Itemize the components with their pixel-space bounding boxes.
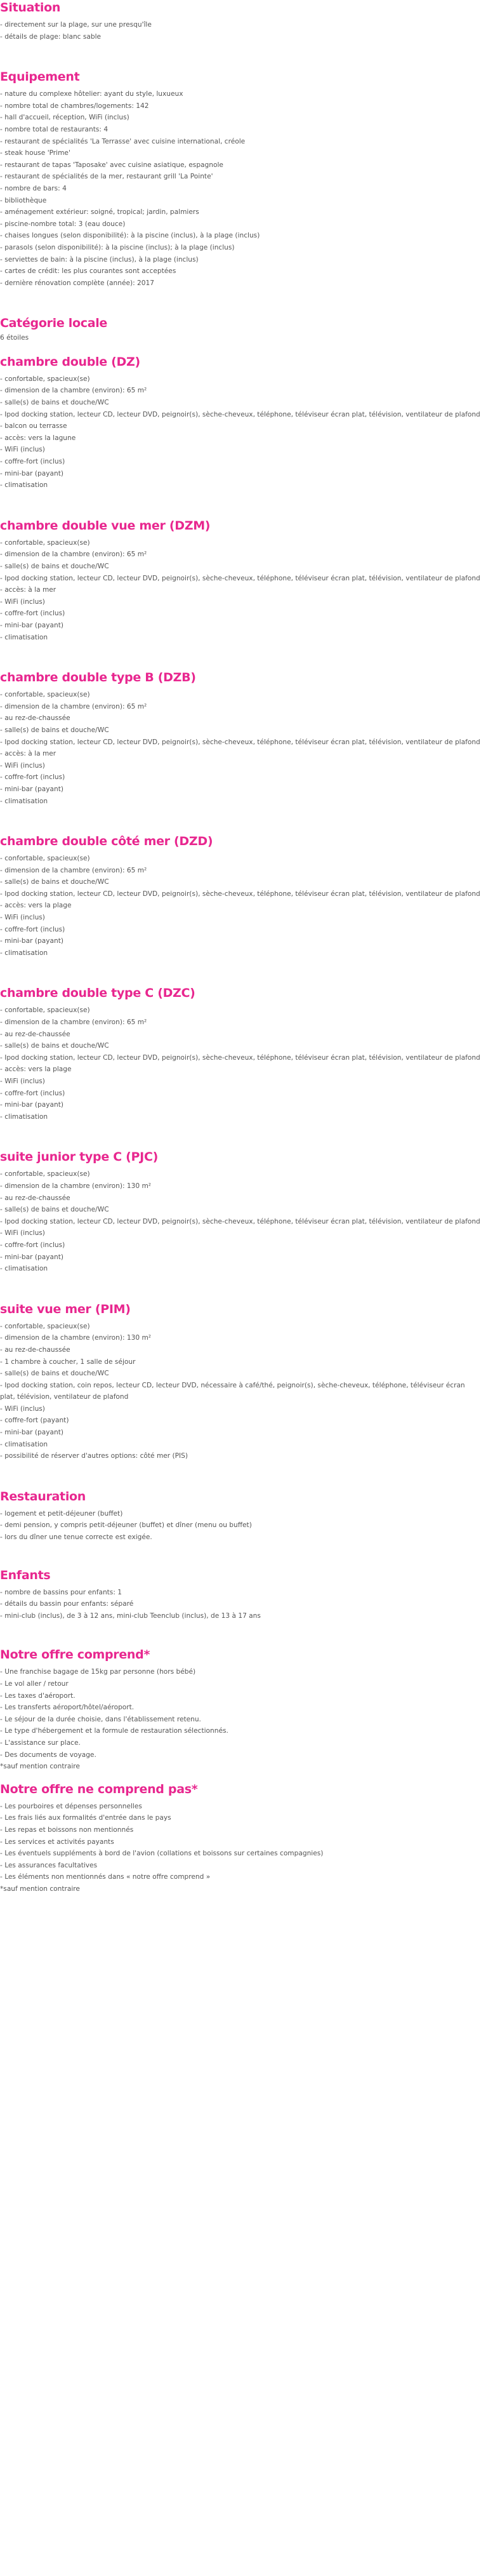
list-item: - coffre-fort (inclus) [0, 610, 65, 618]
room-section [0, 518, 481, 643]
list-item: - Les éventuels suppléments à bord de l'avion (collations et boissons sur certaines compagnies) [0, 1850, 324, 1858]
list-item: - dimension de la chambre (environ): 65 m² [0, 387, 147, 395]
list-item: - dimension de la chambre (environ): 65 m² [0, 1018, 147, 1027]
room-section [0, 354, 481, 491]
list-item: - WiFi (inclus) [0, 597, 45, 606]
list-item: - climatisation [0, 797, 48, 805]
room-heading: chambre double type C (DZC) [0, 986, 195, 1001]
list-item: - restaurant de spécialités de la mer, restaurant grill 'La Pointe' [0, 173, 213, 181]
list-item: - confortable, spacieux(se) [0, 1322, 90, 1330]
list-item: - steak house 'Prime' [0, 149, 70, 157]
list-item: - Ipod docking station, lecteur CD, lecteur DVD, peignoir(s), sèche-cheveux, téléphone, téléviseur écran plat, télévision, ventilateur de plafond [0, 1217, 480, 1225]
list-item: - cartes de crédit: les plus courantes sont acceptées [0, 267, 176, 276]
situation-heading: Situation [0, 1, 61, 15]
list-item: - Ipod docking station, lecteur CD, lecteur DVD, peignoir(s), sèche-cheveux, téléphone, téléviseur écran plat, télévision, ventilateur de plafond [0, 410, 480, 418]
list-item: - WiFi (inclus) [0, 914, 45, 922]
list-item: - salle(s) de bains et douche/WC [0, 399, 109, 407]
list-item: - WiFi (inclus) [0, 1229, 45, 1238]
list-item: - climatisation [0, 1440, 48, 1448]
list-item: - détails du bassin pour enfants: séparé [0, 1600, 134, 1608]
list-item: - Des documents de voyage. [0, 1751, 96, 1759]
list-item: - mini-bar (payant) [0, 785, 63, 793]
list-item: - bibliothèque [0, 196, 47, 204]
list-item: - salle(s) de bains et douche/WC [0, 726, 109, 734]
list-item: - salle(s) de bains et douche/WC [0, 1206, 109, 1214]
list-item: - Ipod docking station, lecteur CD, lecteur DVD, peignoir(s), sèche-cheveux, téléphone, téléviseur écran plat, télévision, ventilateur de plafond [0, 1053, 480, 1062]
list-item: - mini-bar (payant) [0, 1429, 63, 1437]
list-item: - mini-club (inclus), de 3 à 12 ans, mini-club Teenclub (inclus), de 13 à 17 ans [0, 1612, 261, 1620]
list-item: - climatisation [0, 1265, 48, 1273]
offre-comprend-heading: Notre offre comprend* [0, 1648, 150, 1662]
room-heading: chambre double vue mer (DZM) [0, 518, 211, 533]
list-item: - au rez-de-chaussée [0, 1030, 70, 1038]
list-item: - demi pension, y compris petit-déjeuner (buffet) et dîner (menu ou buffet) [0, 1521, 252, 1530]
list-item: - mini-bar (payant) [0, 469, 63, 477]
list-item: - dimension de la chambre (environ): 130 m² [0, 1334, 152, 1342]
list-item: - coffre-fort (inclus) [0, 458, 65, 466]
list-item: - nombre total de restaurants: 4 [0, 125, 109, 133]
list-item: - dimension de la chambre (environ): 130 m² [0, 1182, 152, 1190]
list-item: - confortable, spacieux(se) [0, 691, 90, 699]
room-feature-list [0, 373, 481, 491]
categorie-section [0, 316, 481, 344]
offre-ne-comprend-list [0, 1801, 481, 1895]
list-item: - parasols (selon disponibilité): à la piscine (inclus); à la plage (inclus) [0, 243, 235, 251]
room-feature-list [0, 537, 481, 643]
list-item: - aménagement extérieur: soigné, tropical; jardin, palmiers [0, 208, 199, 217]
list-item: - salle(s) de bains et douche/WC [0, 1370, 109, 1378]
list-item: - confortable, spacieux(se) [0, 1006, 90, 1015]
categorie-heading: Catégorie locale [0, 316, 108, 331]
restauration-list [0, 1508, 481, 1544]
list-item: - climatisation [0, 949, 48, 957]
room-heading: chambre double côté mer (DZD) [0, 834, 213, 849]
list-item: - dimension de la chambre (environ): 65 m² [0, 866, 147, 874]
offre-ne-comprend-section [0, 1782, 481, 1895]
list-item: - mini-bar (payant) [0, 1101, 63, 1109]
list-item: - mini-bar (payant) [0, 1253, 63, 1261]
list-item: - confortable, spacieux(se) [0, 538, 90, 547]
list-item: - coffre-fort (inclus) [0, 1241, 65, 1249]
list-item: - chaises longues (selon disponibilité): à la piscine (inclus), à la plage (inclus) [0, 232, 260, 240]
list-item: - dimension de la chambre (environ): 65 m² [0, 551, 147, 559]
equipement-list [0, 88, 481, 289]
room-feature-list [0, 689, 481, 807]
list-item: - accès: à la mer [0, 750, 56, 758]
list-item: - mini-bar (payant) [0, 621, 63, 629]
list-item: - Le séjour de la durée choisie, dans l'établissement retenu. [0, 1715, 201, 1723]
list-item: - possibilité de réserver d'autres options: côté mer (PIS) [0, 1452, 188, 1460]
list-item: - nombre de bassins pour enfants: 1 [0, 1588, 122, 1596]
list-item: - lors du dîner une tenue correcte est exigée. [0, 1533, 152, 1542]
room-feature-list [0, 853, 481, 959]
list-item: - salle(s) de bains et douche/WC [0, 563, 109, 570]
enfants-list [0, 1587, 481, 1622]
enfants-heading: Enfants [0, 1568, 51, 1582]
list-item: - WiFi (inclus) [0, 1405, 45, 1413]
list-item: - nombre total de chambres/logements: 142 [0, 102, 149, 110]
list-item: - Les assurances facultatives [0, 1861, 98, 1869]
room-section [0, 834, 481, 959]
list-item: - coffre-fort (inclus) [0, 773, 65, 782]
list-item: - Les services et activités payants [0, 1838, 114, 1846]
list-item: - climatisation [0, 633, 48, 641]
list-item: - WiFi (inclus) [0, 761, 45, 770]
list-item: - Les frais liés aux formalités d'entrée dans le pays [0, 1814, 171, 1822]
room-section [0, 1302, 481, 1462]
enfants-section [0, 1568, 481, 1622]
rooms-container [0, 354, 481, 1462]
list-item: - Ipod docking station, lecteur CD, lecteur DVD, peignoir(s), sèche-cheveux, téléphone, téléviseur écran plat, télévision, ventilateur de plafond [0, 574, 480, 582]
list-item: - accès: vers la plage [0, 1065, 72, 1074]
list-item: - confortable, spacieux(se) [0, 855, 90, 863]
list-item: - serviettes de bain: à la piscine (inclus), à la plage (inclus) [0, 255, 199, 264]
offre-comprend-list [0, 1666, 481, 1772]
list-item: - au rez-de-chaussée [0, 1194, 70, 1202]
list-item: - logement et petit-déjeuner (buffet) [0, 1509, 123, 1518]
list-item: - Les éléments non mentionnés dans « notre offre comprend » [0, 1873, 211, 1881]
list-item: - Ipod docking station, coin repos, lecteur CD, lecteur DVD, nécessaire à café/thé, peignoir(s), sèche-cheveux, téléphone, téléviseur écran plat, télévision, ventilateur de plafond [0, 1381, 465, 1401]
list-item: - accès: vers la lagune [0, 434, 76, 442]
list-item: - hall d'accueil, réception, WiFi (inclus) [0, 114, 129, 122]
list-item: - directement sur la plage, sur une presqu'île [0, 21, 152, 29]
offre-comprend-section [0, 1647, 481, 1772]
list-item: - accès: vers la plage [0, 902, 72, 910]
list-item: - Le vol aller / retour [0, 1680, 69, 1688]
list-item: - coffre-fort (inclus) [0, 925, 65, 933]
categorie-value: 6 étoiles [0, 334, 29, 342]
list-item: - mini-bar (payant) [0, 937, 63, 945]
list-item: - restaurant de tapas 'Taposake' avec cuisine asiatique, espagnole [0, 161, 223, 169]
situation-section [0, 0, 481, 43]
list-item: - piscine-nombre total: 3 (eau douce) [0, 220, 126, 228]
list-item: - WiFi (inclus) [0, 1078, 45, 1085]
list-item: - détails de plage: blanc sable [0, 32, 102, 41]
list-item: - L'assistance sur place. [0, 1738, 81, 1747]
list-item: - confortable, spacieux(se) [0, 375, 90, 383]
list-item: - Une franchise bagage de 15kg par personne (hors bébé) [0, 1668, 196, 1676]
list-item: - confortable, spacieux(se) [0, 1170, 90, 1178]
list-item: - dimension de la chambre (environ): 65 m² [0, 702, 147, 711]
equipement-section [0, 69, 481, 289]
list-item: - au rez-de-chaussée [0, 1345, 70, 1354]
list-item: - Les pourboires et dépenses personnelles [0, 1802, 142, 1810]
list-item: - Les repas et boissons non mentionnés [0, 1825, 134, 1834]
room-heading: suite vue mer (PIM) [0, 1302, 131, 1316]
list-item: - coffre-fort (payant) [0, 1417, 69, 1425]
list-item: - salle(s) de bains et douche/WC [0, 1042, 109, 1050]
list-item: - WiFi (inclus) [0, 446, 45, 454]
list-item: - salle(s) de bains et douche/WC [0, 878, 109, 886]
list-item: - Ipod docking station, lecteur CD, lecteur DVD, peignoir(s), sèche-cheveux, téléphone, téléviseur écran plat, télévision, ventilateur de plafond [0, 738, 480, 746]
list-item: - Les transferts aéroport/hôtel/aéroport. [0, 1704, 135, 1712]
list-item: *sauf mention contraire [0, 1885, 80, 1893]
room-heading: suite junior type C (PJC) [0, 1150, 158, 1165]
list-item: - au rez-de-chaussée [0, 714, 70, 723]
restauration-section [0, 1489, 481, 1544]
list-item: - 1 chambre à coucher, 1 salle de séjour [0, 1358, 136, 1366]
room-feature-list [0, 1168, 481, 1274]
offre-ne-comprend-heading: Notre offre ne comprend pas* [0, 1782, 198, 1796]
restauration-heading: Restauration [0, 1489, 86, 1504]
list-item: - Ipod docking station, lecteur CD, lecteur DVD, peignoir(s), sèche-cheveux, téléphone, téléviseur écran plat, télévision, ventilateur de plafond [0, 890, 480, 898]
room-section [0, 670, 481, 807]
list-item: - dernière rénovation complète (année): 2017 [0, 279, 155, 287]
list-item: - Le type d'hébergement et la formule de restauration sélectionnés. [0, 1727, 228, 1735]
list-item: - climatisation [0, 481, 48, 490]
room-section [0, 1149, 481, 1274]
list-item: - restaurant de spécialités 'La Terrasse' avec cuisine international, créole [0, 137, 246, 145]
list-item: - balcon ou terrasse [0, 422, 67, 430]
room-section [0, 985, 481, 1123]
list-item: - climatisation [0, 1112, 48, 1121]
list-item: - coffre-fort (inclus) [0, 1089, 65, 1097]
equipement-heading: Equipement [0, 70, 80, 84]
room-heading: chambre double (DZ) [0, 354, 140, 369]
room-heading: chambre double type B (DZB) [0, 671, 196, 685]
list-item: - nombre de bars: 4 [0, 184, 67, 192]
list-item: *sauf mention contraire [0, 1763, 80, 1771]
room-feature-list [0, 1004, 481, 1123]
room-feature-list [0, 1321, 481, 1462]
list-item: - Les taxes d'aéroport. [0, 1692, 76, 1700]
list-item: - nature du complexe hôtelier: ayant du style, luxueux [0, 90, 183, 98]
list-item: - accès: à la mer [0, 586, 56, 594]
situation-list [0, 19, 481, 43]
